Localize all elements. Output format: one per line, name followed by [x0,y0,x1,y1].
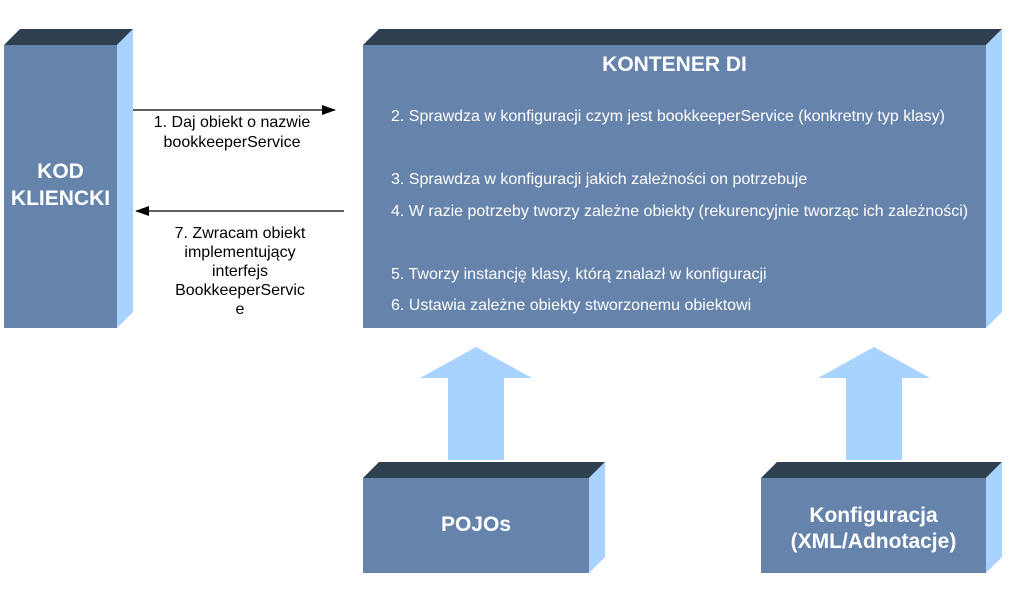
config-title-line2: (XML/Adnotacje) [790,530,957,553]
container-title: KONTENER DI [602,53,747,76]
client-box-side [117,29,133,328]
config-up-arrow [818,347,930,460]
response-label-line2: implementujący [184,244,296,261]
container-step-6: 6. Ustawia zależne obiekty stworzonemu obiektowi [391,297,752,314]
response-label-line1: 7. Zwracam obiekt [174,225,306,242]
container-step-2: 2. Sprawdza w konfiguracji czym jest bookkeeperService (konkretny typ klasy) [391,108,945,125]
response-label-line5: e [235,301,245,318]
container-step-4: 4. W razie potrzeby tworzy zależne obiekty (rekurencyjnie tworząc ich zależności) [391,203,969,220]
response-label-line4: BookkeeperServic [175,282,305,299]
pojos-box-top [363,462,605,478]
request-label-line1: 1. Daj obiekt o nazwie [153,114,311,131]
config-title [761,503,986,555]
response-label-line3: interfejs [211,263,269,280]
pojos-box-side [589,462,605,573]
client-title-line1: KOD [37,160,84,183]
response-label [150,224,330,319]
container-box-top [363,29,1002,45]
config-title-line1: Konfiguracja [809,504,938,527]
client-title [4,158,117,212]
pojos-title: POJOs [440,513,512,536]
container-step-5: 5. Tworzy instancję klasy, którą znalazł w konfiguracji [391,266,767,283]
config-box-top [761,462,1002,478]
container-box-side [986,29,1002,328]
client-box-top [4,29,133,45]
config-box-side [986,462,1002,573]
client-title-line2: KLIENCKI [10,187,111,210]
pojos-up-arrow [420,347,532,460]
request-label-line2: bookkeeperService [163,134,301,151]
container-step-3: 3. Sprawdza w konfiguracji jakich zależności on potrzebuje [391,171,808,188]
request-label [127,113,337,153]
